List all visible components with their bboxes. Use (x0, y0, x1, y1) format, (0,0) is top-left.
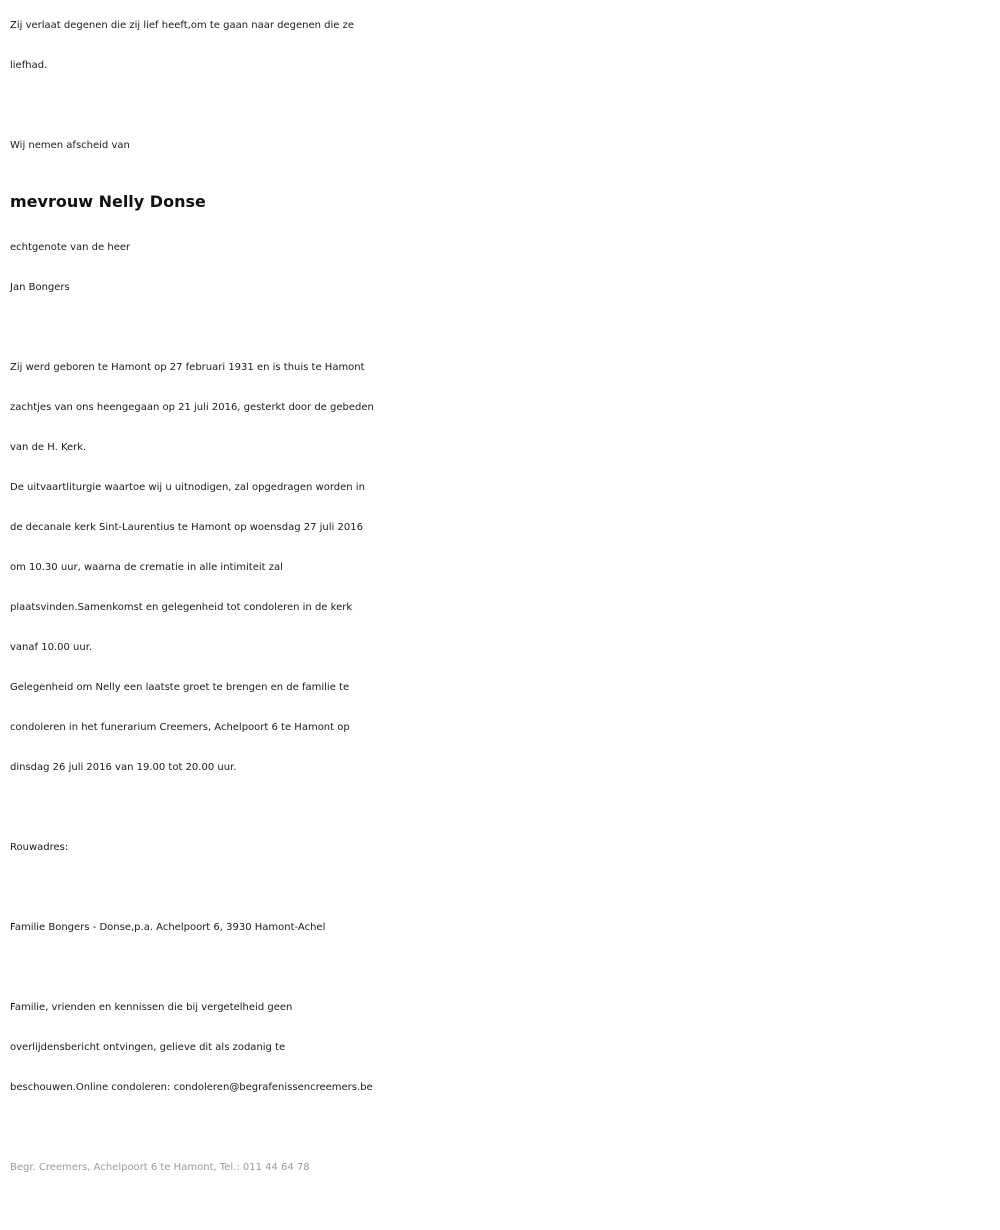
body-line: van de H. Kerk. (10, 442, 87, 453)
closing-line: beschouwen.Online condoleren: condoleren@begrafenissencreemers.be (10, 1082, 373, 1093)
body-line: dinsdag 26 juli 2016 van 19.00 tot 20.00 uur. (10, 762, 237, 773)
quote-line-1: Zij verlaat degenen die zij lief heeft,om te gaan naar degenen die ze (10, 20, 355, 31)
farewell-text: Wij nemen afscheid van (10, 140, 130, 151)
body-line: de decanale kerk Sint-Laurentius te Hamont op woensdag 27 juli 2016 (10, 522, 363, 533)
spacer (10, 788, 1000, 828)
deceased-name: mevrouw Nelly Donse (10, 192, 206, 211)
body-line: vanaf 10.00 uur. (10, 642, 93, 653)
address-line: Familie Bongers - Donse,p.a. Achelpoort 6, 3930 Hamont-Achel (10, 922, 326, 933)
body-line: zachtjes van ons heengegaan op 21 juli 2016, gesterkt door de gebeden (10, 402, 374, 413)
relation-line-1: echtgenote van de heer (10, 242, 131, 253)
relation-line-2: Jan Bongers (10, 282, 70, 293)
body-line: De uitvaartliturgie waartoe wij u uitnodigen, zal opgedragen worden in (10, 482, 365, 493)
funeral-home-footer: Begr. Creemers, Achelpoort 6 te Hamont, Tel.: 011 44 64 78 (10, 1162, 310, 1173)
body-line: Gelegenheid om Nelly een laatste groet te brengen en de familie te (10, 682, 350, 693)
notice-body (10, 348, 1000, 788)
body-line: plaatsvinden.Samenkomst en gelegenheid tot condoleren in de kerk (10, 602, 353, 613)
address-heading: Rouwadres: (10, 842, 69, 853)
spacer (10, 868, 1000, 908)
quote-line-2: liefhad. (10, 60, 48, 71)
body-line: condoleren in het funerarium Creemers, Achelpoort 6 te Hamont op (10, 722, 350, 733)
spacer (10, 1108, 1000, 1148)
spacer (10, 948, 1000, 988)
closing-text (10, 988, 1000, 1108)
spacer (10, 308, 1000, 348)
body-line: om 10.30 uur, waarna de crematie in alle intimiteit zal (10, 562, 283, 573)
body-line: Zij werd geboren te Hamont op 27 februari 1931 en is thuis te Hamont (10, 362, 365, 373)
closing-line: Familie, vrienden en kennissen die bij vergetelheid geen (10, 1002, 293, 1013)
closing-line: overlijdensbericht ontvingen, gelieve dit als zodanig te (10, 1042, 286, 1053)
spacer (10, 86, 1000, 126)
